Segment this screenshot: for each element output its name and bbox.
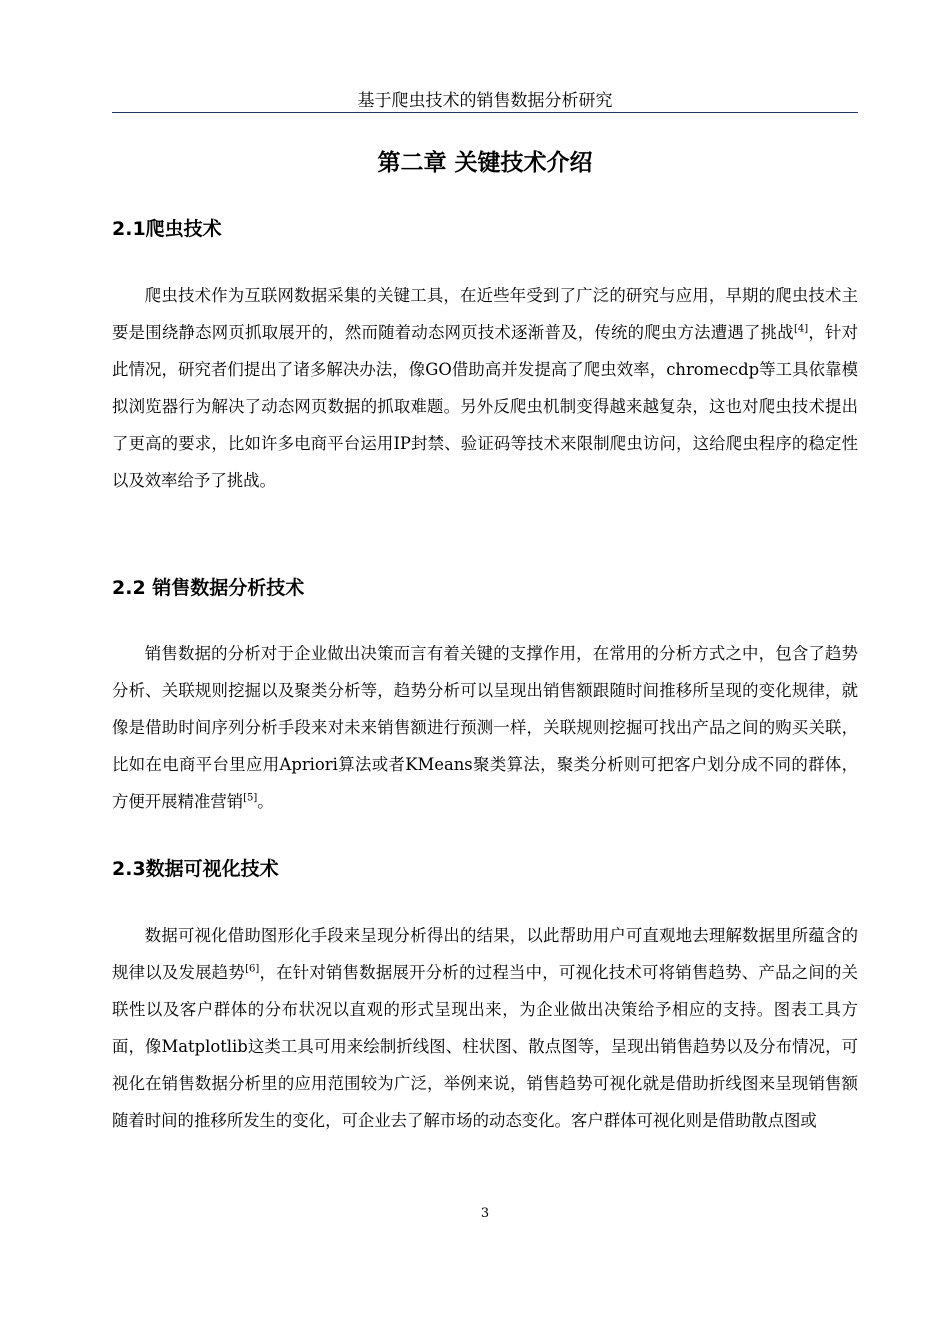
running-header: 基于爬虫技术的销售数据分析研究 — [357, 91, 613, 111]
section-paragraph-2-2 — [112, 635, 858, 820]
paragraph-text: ，在针对销售数据展开分析的过程当中，可视化技术可将销售趋势、产品之间的关联性以及客户群体的分布状况以直观的形式呈现出来，为企业做出决策给予相应的支持。图表工具方面，像Matplotlib这类工具可用来绘制折线图、柱状图、散点图等，呈现出销售趋势以及分布情况，可视化在销售数据分析里的应用范围较为广泛，举例来说，销售趋势可视化就是借助折线图来呈现销售额随着时间的推移所发生的变化，可企业去了解市场的动态变化。客户群体可视化则是借助散点图或 — [112, 963, 859, 1130]
paragraph-text: ，针对此情况，研究者们提出了诸多解决办法，像GO借助高并发提高了爬虫效率，chromecdp等工具依靠模拟浏览器行为解决了动态网页数据的抓取难题。另外反爬虫机制变得越来越复杂，这也对爬虫技术提出了更高的要求，比如许多电商平台运用IP封禁、验证码等技术来限制爬虫访问，这给爬虫程序的稳定性以及效率给予了挑战。 — [112, 323, 859, 490]
section-heading-2-3: 2.3数据可视化技术 — [112, 858, 279, 880]
paragraph-text: 。 — [257, 792, 274, 811]
paragraph-text: 爬虫技术作为互联网数据采集的关键工具，在近些年受到了广泛的研究与应用，早期的爬虫技术主要是围绕静态网页抓取展开的，然而随着动态网页技术逐渐普及，传统的爬虫方法遭遇了挑战 — [112, 286, 858, 342]
paragraph-text: 数据可视化借助图形化手段来呈现分析得出的结果，以此帮助用户可直观地去理解数据里所蕴含的规律以及发展趋势 — [112, 926, 858, 982]
section-paragraph-2-1 — [112, 277, 858, 499]
chapter-title: 第二章 关键技术介绍 — [377, 150, 593, 176]
header-rule — [112, 112, 858, 113]
section-heading-2-2: 2.2 销售数据分析技术 — [112, 577, 305, 599]
section-heading-2-1: 2.1爬虫技术 — [112, 218, 222, 240]
paragraph-text: 销售数据的分析对于企业做出决策而言有着关键的支撑作用，在常用的分析方式之中，包含了趋势分析、关联规则挖掘以及聚类分析等，趋势分析可以呈现出销售额跟随时间推移所呈现的变化规律，就像是借助时间序列分析手段来对未来销售额进行预测一样，关联规则挖掘可找出产品之间的购买关联，比如在电商平台里应用Apriori算法或者KMeans聚类算法，聚类分析则可把客户划分成不同的群体，方便开展精准营销 — [112, 644, 858, 811]
section-paragraph-2-3 — [112, 917, 858, 1139]
citation-ref: [5] — [243, 792, 258, 804]
page-number: 3 — [480, 1206, 490, 1221]
citation-ref: [6] — [245, 963, 260, 975]
citation-ref: [4] — [793, 323, 809, 335]
